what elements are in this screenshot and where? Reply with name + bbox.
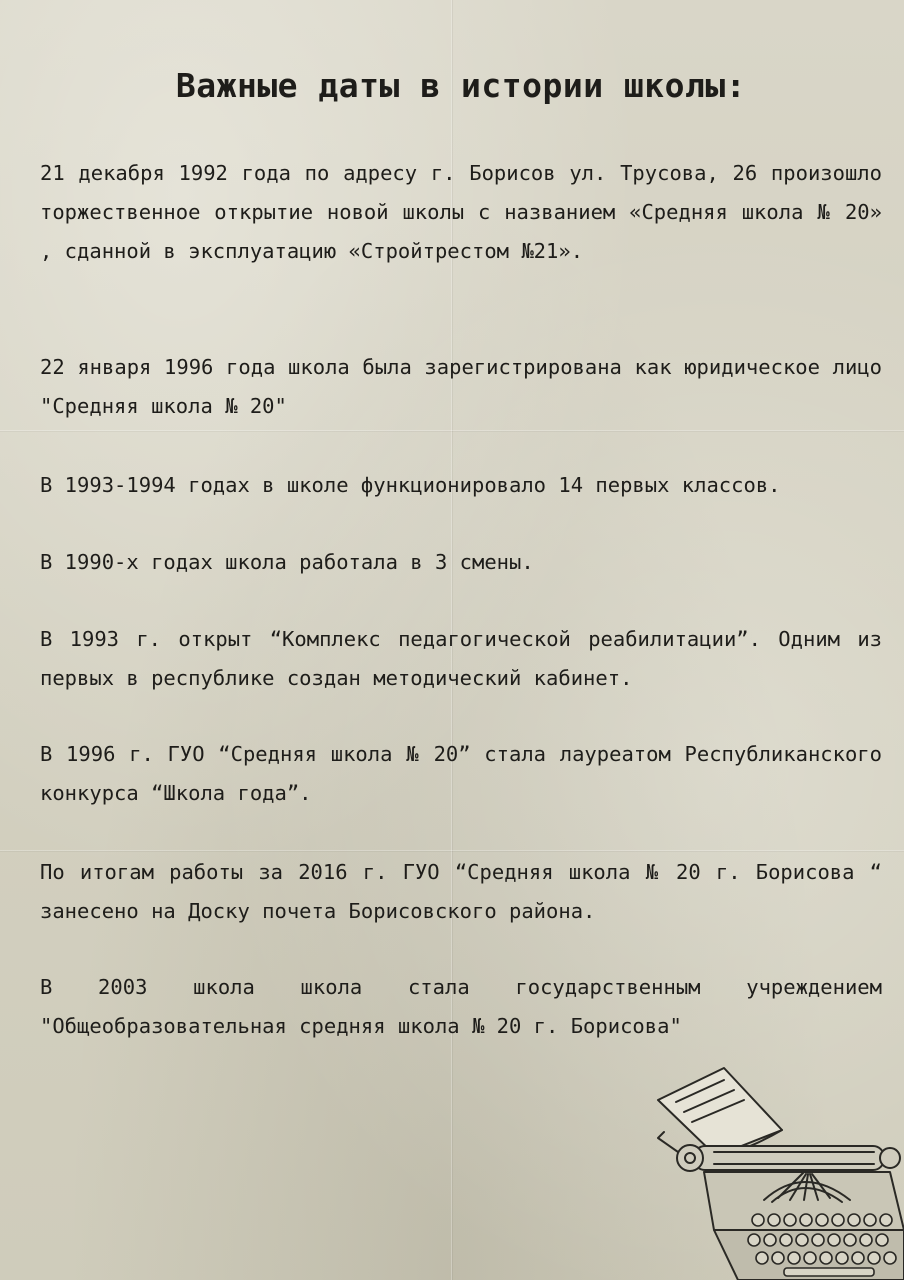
history-paragraph: В 1993-1994 годах в школе функционировало 14 первых классов. (40, 473, 781, 497)
page-title: Важные даты в истории школы: (175, 66, 747, 105)
history-paragraph: По итогам работы за 2016 г. ГУО “Средняя школа № 20 г. Борисова “ занесено на Доску почета Борисовского района. (40, 860, 882, 923)
history-paragraph: В 1993 г. открыт “Комплекс педагогической реабилитации”. Одним из первых в республике создан методический кабинет. (40, 627, 882, 690)
paper-crease-horizontal (0, 850, 904, 851)
history-paragraph: 21 декабря 1992 года по адресу г. Борисов ул. Трусова, 26 произошло торжественное открытие новой школы с названием «Средняя школа № 20» , сданной в эксплуатацию «Стройтрестом №21». (40, 161, 882, 263)
history-paragraph: В 1996 г. ГУО “Средняя школа № 20” стала лауреатом Республиканского конкурса “Школа года”. (40, 742, 882, 805)
history-paragraph: В 1990-х годах школа работала в 3 смены. (40, 550, 534, 574)
history-paragraph: 22 января 1996 года школа была зарегистрирована как юридическое лицо "Средняя школа № 20" (40, 355, 882, 418)
history-paragraph: В 2003 школа школа стала государственным учреждением "Общеобразовательная средняя школа № 20 г. Борисова" (40, 975, 882, 1038)
typewriter-illustration (654, 1060, 904, 1280)
paper-crease-horizontal (0, 430, 904, 431)
